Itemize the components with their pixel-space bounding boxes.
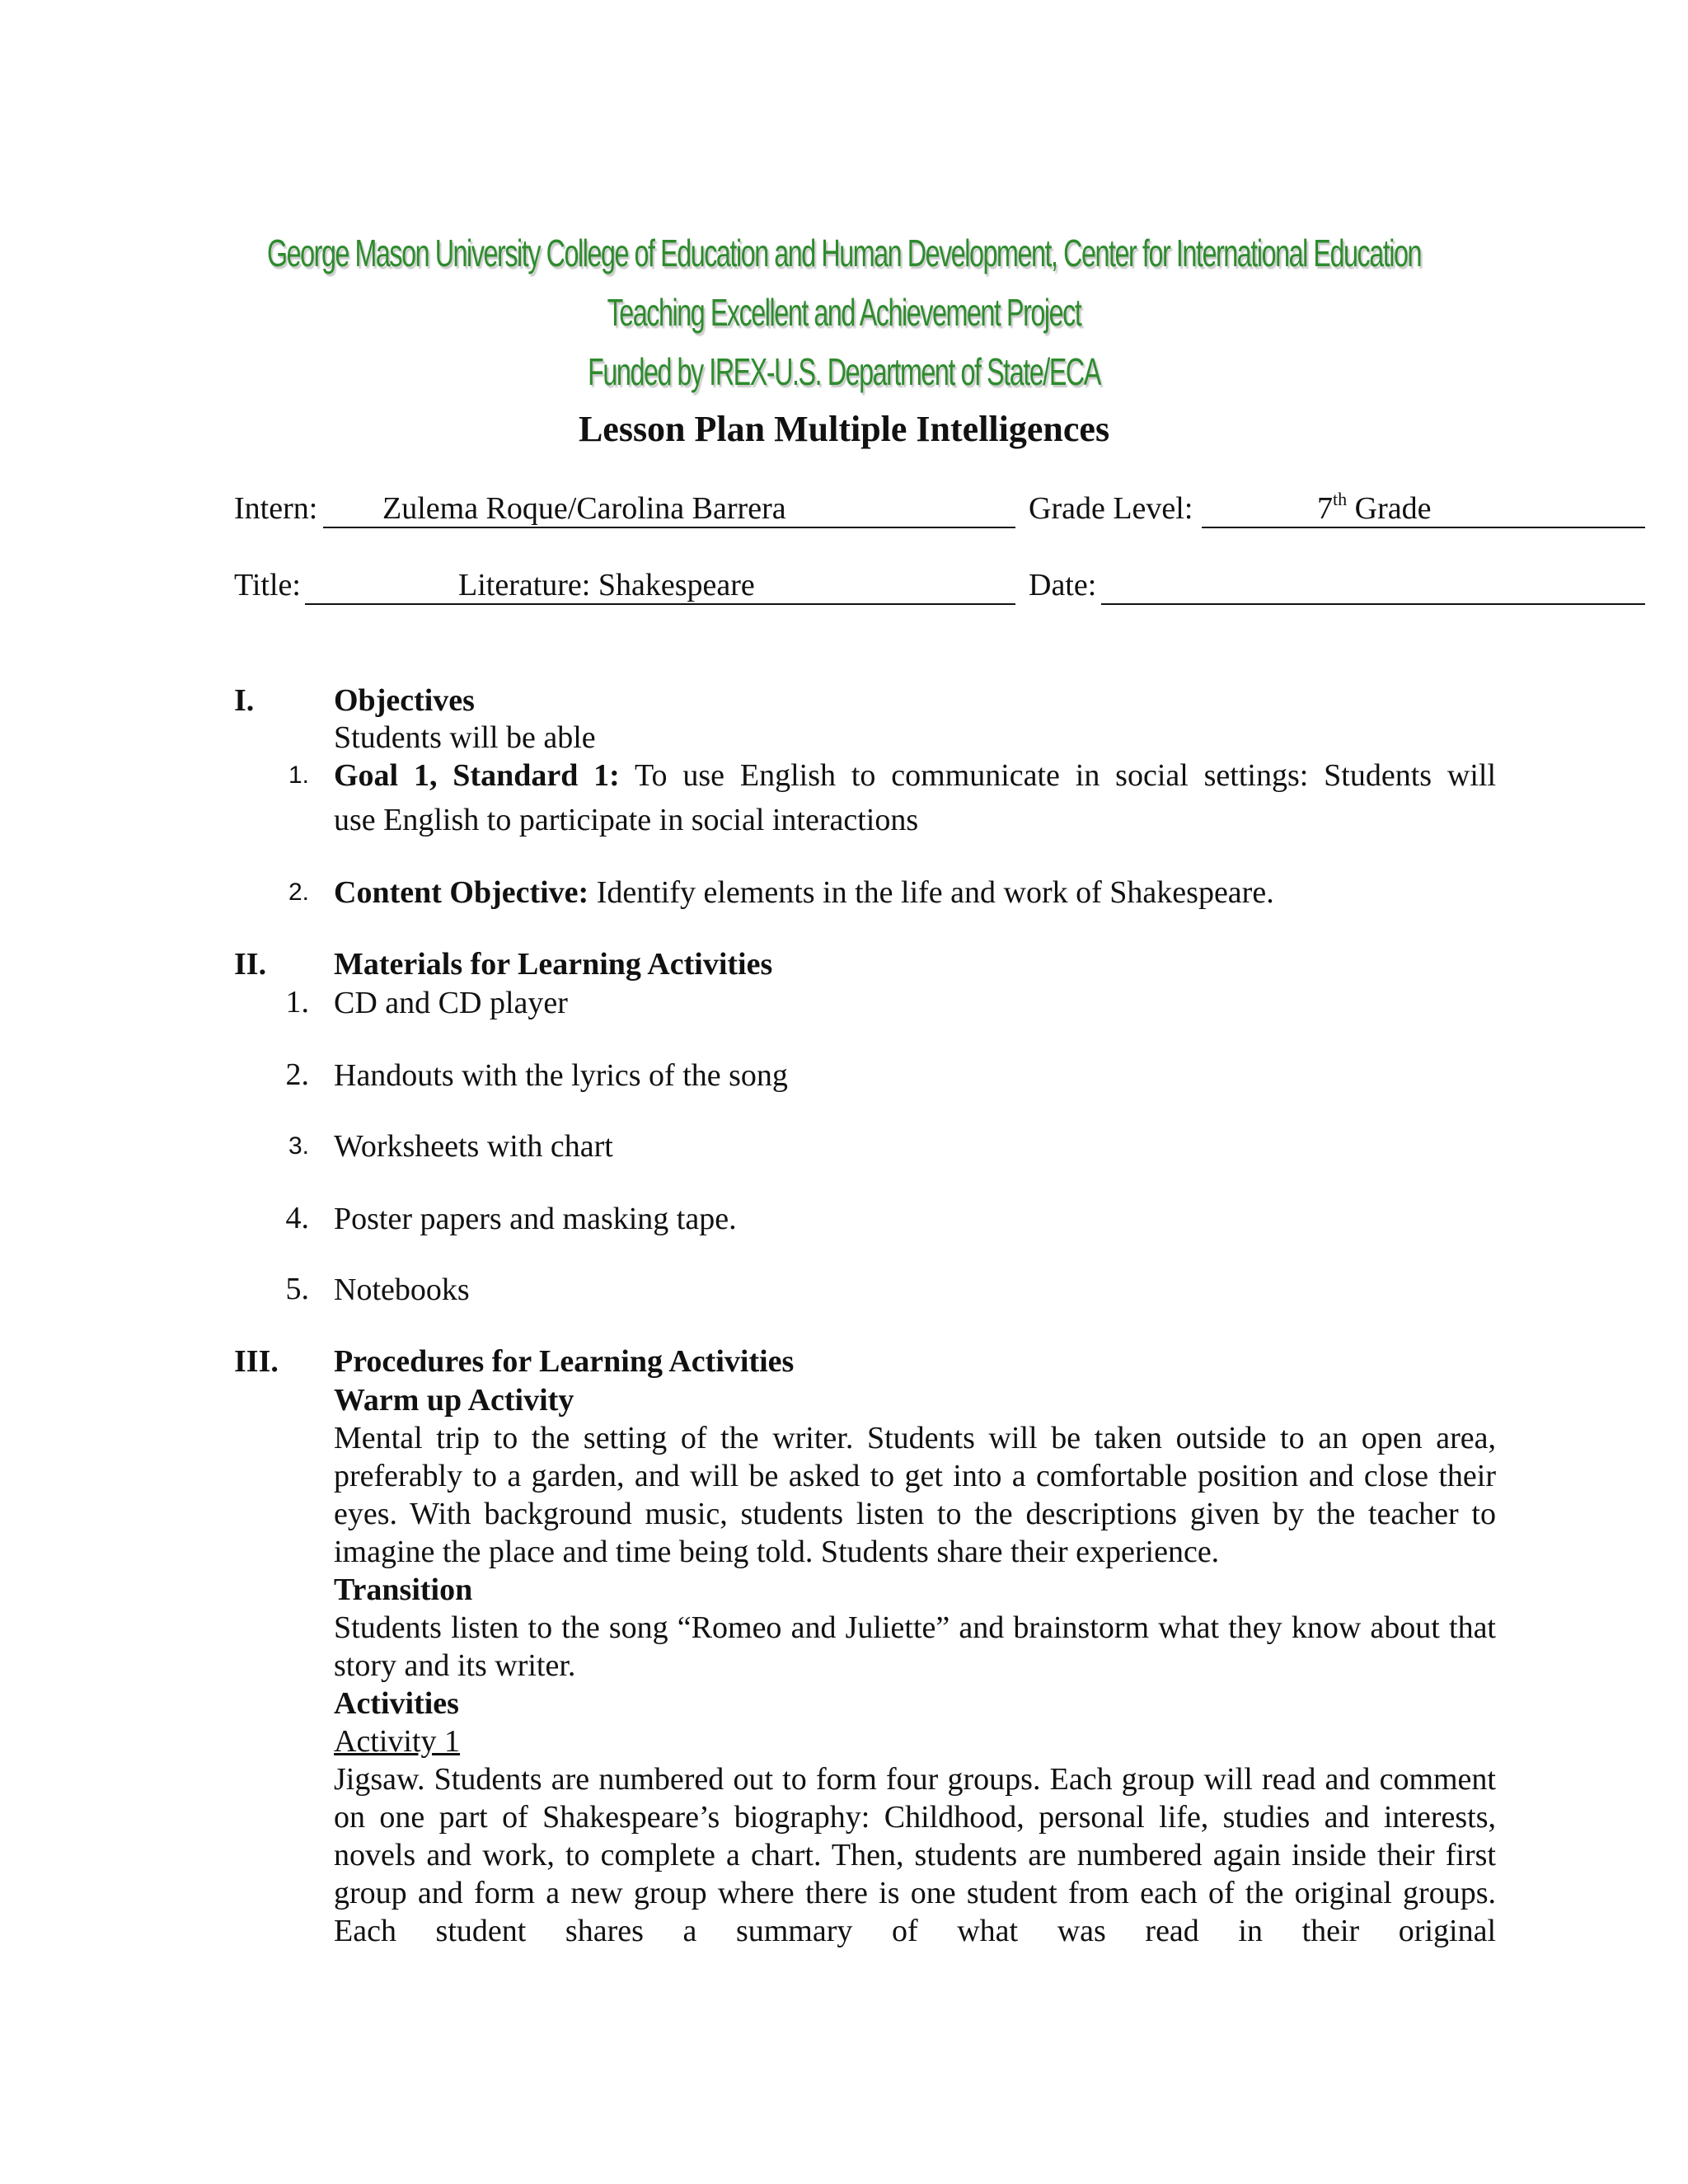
material-3-text: Worksheets with chart <box>334 1129 613 1164</box>
activity-1-paragraph: Jigsaw. Students are numbered out to form four groups. Each group will read and comment on one part of Shakespeare’s biography: Childhood, personal life, studies and interests, novels and work, to complete a chart. Then, students are numbered again inside their first group and form a new group where there is one student from each of the original groups. Each student shares a summary of what was read in their original <box>334 1762 1496 1948</box>
date-field <box>1101 567 1645 605</box>
material-4-number: 4. <box>285 1201 309 1235</box>
title-date-row <box>234 567 1645 607</box>
grade-level-value <box>1317 490 1431 527</box>
objective-1-line <box>334 757 1496 794</box>
objective-1-text: To use English to communicate in social settings: Students will <box>619 758 1497 793</box>
transition-paragraph: Students listen to the song “Romeo and Juliette” and brainstorm what they know about that story and its writer. <box>334 1610 1496 1683</box>
material-5-text: Notebooks <box>334 1272 470 1307</box>
title-label: Title: <box>234 568 301 602</box>
material-2-text: Handouts with the lyrics of the song <box>334 1058 788 1093</box>
grade-suffix: th <box>1333 489 1348 509</box>
objective-1-label: Goal 1, Standard 1: <box>334 758 620 793</box>
objective-2-text: Identify elements in the life and work of Shakespeare. <box>588 875 1274 910</box>
section-2-number: II. <box>234 947 267 982</box>
header-project-line: Teaching Excellent and Achievement Project <box>607 291 1081 334</box>
date-label: Date: <box>1029 568 1097 602</box>
transition-heading: Transition <box>334 1572 473 1607</box>
title-value: Literature: Shakespeare <box>458 568 755 602</box>
material-1-number: 1. <box>285 985 309 1019</box>
material-3-number: 3. <box>288 1132 309 1160</box>
section-3-heading: Procedures for Learning Activities <box>334 1344 795 1379</box>
intern-label: Intern: <box>234 491 318 526</box>
warmup-paragraph: Mental trip to the setting of the writer. Students will be taken outside to an open area, preferably to a garden, and will be asked to get into a comfortable position and close their eyes. With background music, students listen to the descriptions given by the teacher to imagine the place and time being told. Students share their experience. <box>334 1421 1496 1569</box>
section-3-number: III. <box>234 1344 279 1379</box>
material-1-text: CD and CD player <box>334 986 568 1020</box>
section-1-heading: Objectives <box>334 683 475 718</box>
warmup-heading: Warm up Activity <box>334 1383 574 1418</box>
objective-2-label: Content Objective: <box>334 875 589 910</box>
grade-level-label: Grade Level: <box>1029 491 1193 526</box>
objective-1-number: 1. <box>288 762 309 789</box>
material-5-number: 5. <box>285 1272 309 1306</box>
activity-1-heading: Activity 1 <box>334 1724 461 1759</box>
header-funding-line: Funded by IREX-U.S. Department of State/ECA <box>588 350 1100 393</box>
section-2-heading: Materials for Learning Activities <box>334 947 773 982</box>
intern-value: Zulema Roque/Carolina Barrera <box>382 491 786 526</box>
objective-1-continuation: use English to participate in social interactions <box>334 803 919 837</box>
activities-heading: Activities <box>334 1686 459 1721</box>
intern-grade-row <box>234 490 1645 530</box>
grade-word: Grade <box>1354 491 1432 526</box>
material-4-text: Poster papers and masking tape. <box>334 1202 737 1236</box>
section-1-number: I. <box>234 683 255 718</box>
objective-2-line <box>334 874 1496 912</box>
document-title: Lesson Plan Multiple Intelligences <box>578 409 1110 449</box>
objectives-intro: Students will be able <box>334 720 596 755</box>
header-university-line: George Mason University College of Education and Human Development, Center for International Education <box>266 232 1422 274</box>
grade-number: 7 <box>1317 491 1333 526</box>
material-2-number: 2. <box>285 1057 309 1092</box>
activity-1-heading-wrap <box>334 1722 1496 1760</box>
objective-2-number: 2. <box>288 879 309 906</box>
